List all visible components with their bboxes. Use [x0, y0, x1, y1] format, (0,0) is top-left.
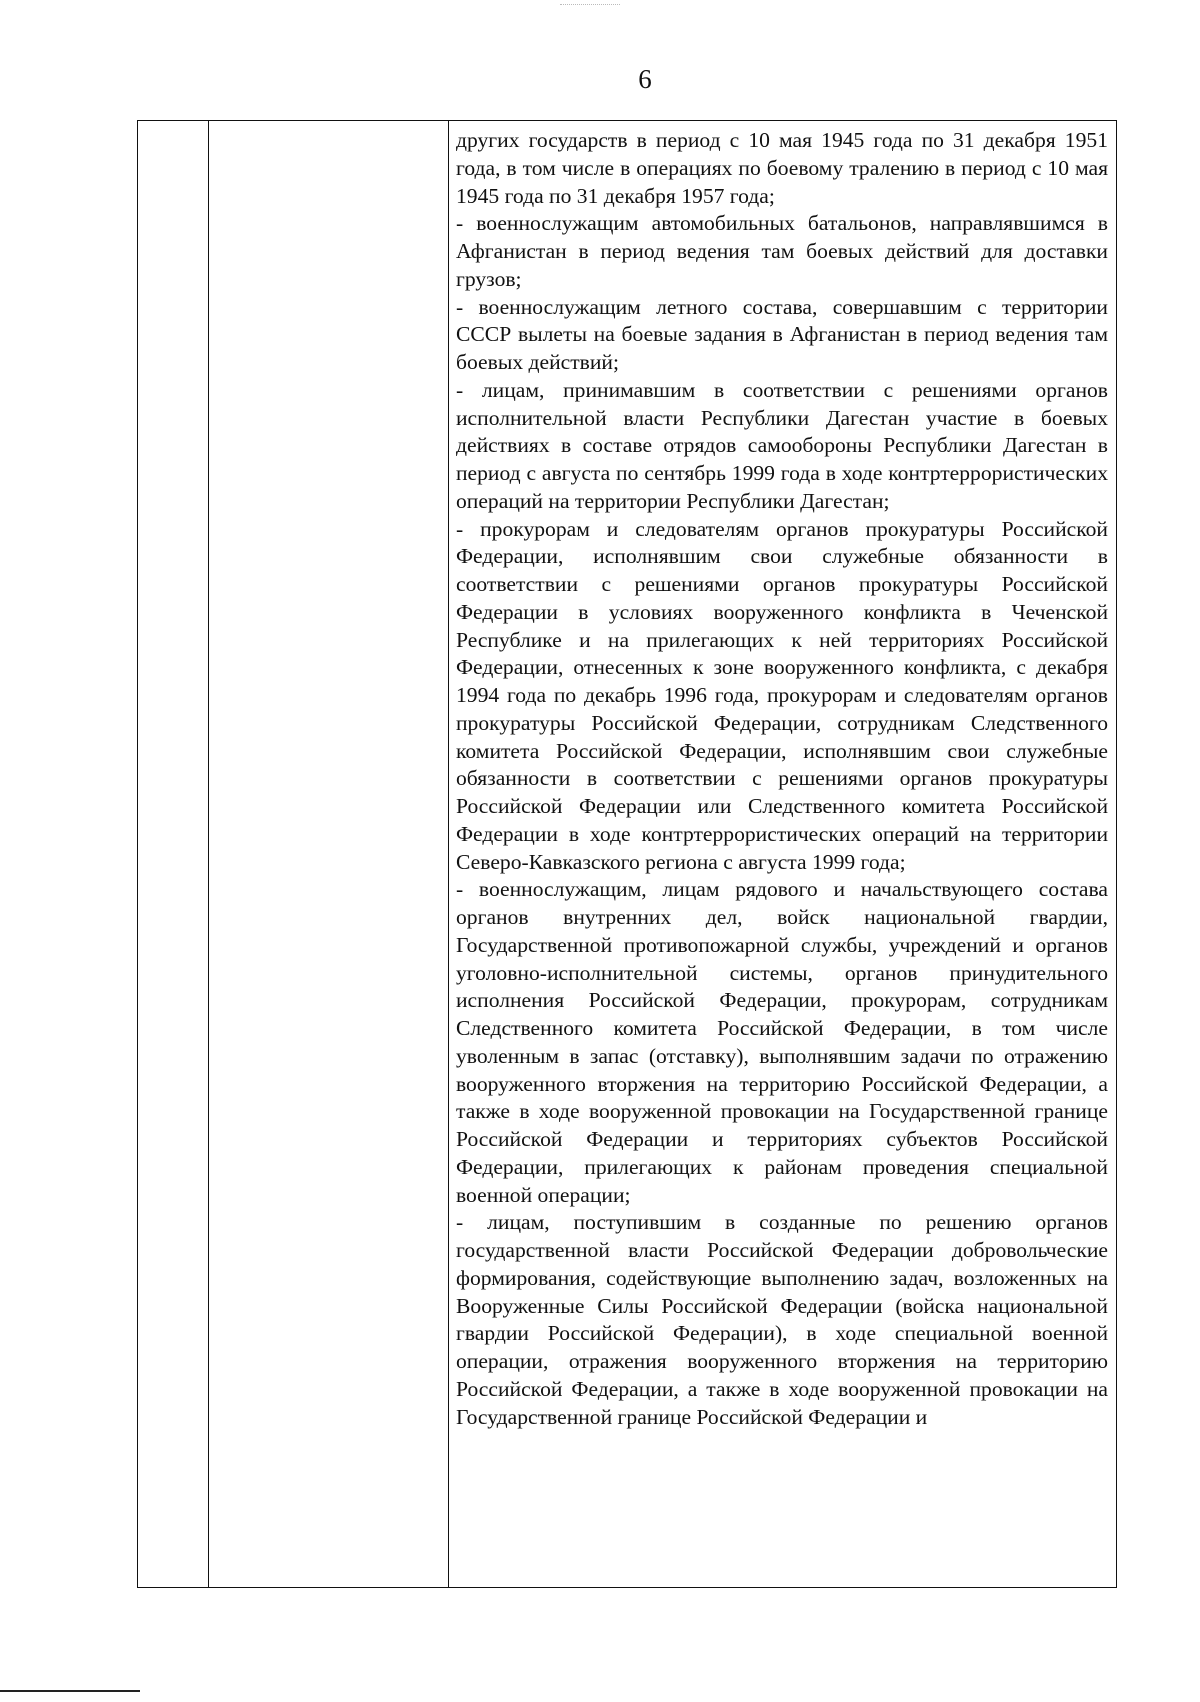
- page-number: 6: [638, 64, 652, 94]
- paragraph-5: - прокурорам и следователям органов прокуратуры Российской Федерации, исполнявшим свои служебные обязанности в соответствии с решениями органов прокуратуры Российской Федерации в условиях вооруженного конфликта в Чеченской Республике и на прилегающих к ней территориях Российской Федерации, отнесенных к зоне вооруженного конфликта, с декабря 1994 года по декабрь 1996 года, прокурорам и следователям органов прокуратуры Российской Федерации, сотрудникам Следственного комитета Российской Федерации, исполнявшим свои служебные обязанности в соответствии с решениями органов прокуратуры Российской Федерации или Следственного комитета Российской Федерации в ходе контртеррористических операций на территории Северо-Кавказского региона с августа 1999 года;: [456, 516, 1108, 874]
- document-table: [137, 120, 1117, 1588]
- paragraph-4: - лицам, принимавшим в соответствии с решениями органов исполнительной власти Республики Дагестан участие в боевых действиях в составе отрядов самообороны Республики Дагестан в период с августа по сентябрь 1999 года в ходе контртеррористических операций на территории Республики Дагестан;: [456, 377, 1108, 513]
- paragraph-2: - военнослужащим автомобильных батальонов, направлявшимся в Афганистан в период ведения там боевых действий для доставки грузов;: [456, 211, 1108, 291]
- paragraph-3: - военнослужащим летного состава, совершавшим с территории СССР вылеты на боевые задания в Афганистан в период ведения там боевых действий;: [456, 294, 1108, 374]
- scan-artifact-bottom: [0, 1690, 140, 1692]
- paragraph-6: - военнослужащим, лицам рядового и начальствующего состава органов внутренних дел, войск национальной гвардии, Государственной противопожарной службы, учреждений и органов уголовно-исполнительной системы, органов принудительного исполнения Российской Федерации, прокурорам, сотрудникам Следственного комитета Российской Федерации, в том числе уволенным в запас (отставку), выполнявшим задачи по отражению вооруженного вторжения на территорию Российской Федерации, а также в ходе вооруженной провокации на Государственной границе Российской Федерации и территориях субъектов Российской Федерации, прилегающих к районам проведения специальной военной операции;: [456, 877, 1108, 1207]
- paragraph-1: других государств в период с 10 мая 1945 года по 31 декабря 1951 года, в том числе в операциях по боевому тралению в период с 10 мая 1945 года по 31 декабря 1957 года;: [456, 128, 1108, 208]
- scan-artifact-top: [560, 4, 620, 7]
- column-divider-1: [208, 121, 209, 1587]
- paragraph-7: - лицам, поступившим в созданные по решению органов государственной власти Российской Федерации добровольческие формирования, содействующие выполнению задач, возложенных на Вооруженные Силы Российской Федерации (войска национальной гвардии Российской Федерации), в ходе специальной военной операции, отражения вооруженного вторжения на территорию Российской Федерации, а также в ходе вооруженной провокации на Государственной границе Российской Федерации и: [456, 1210, 1108, 1429]
- column-divider-2: [448, 121, 449, 1587]
- table-cell-text: [456, 127, 1108, 1431]
